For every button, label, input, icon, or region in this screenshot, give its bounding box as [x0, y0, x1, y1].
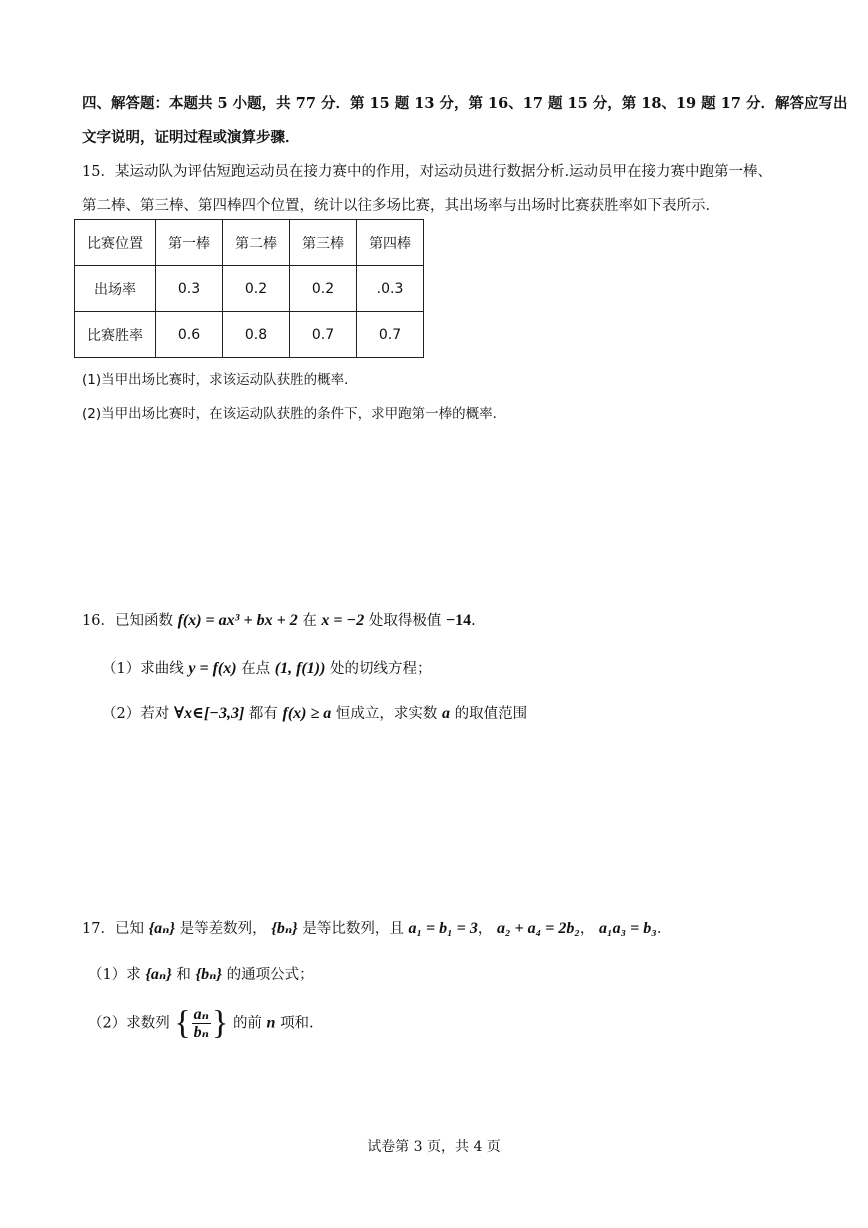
q17-part2-n: n [266, 1014, 276, 1032]
q17-stem [82, 917, 671, 938]
table-cell: 0.7 [357, 312, 424, 358]
table-cell: 第一棒 [156, 220, 223, 266]
table-cell: 第二棒 [223, 220, 290, 266]
q17-part1-tail: 的通项公式； [226, 967, 314, 983]
q17-part2 [88, 1006, 314, 1041]
q17-fraction [192, 1006, 211, 1041]
table-cell: 第三棒 [290, 220, 357, 266]
q17-seq-b: {bₙ} [271, 920, 298, 937]
q16-part2-condition: ∀x∈[−3,3] [173, 705, 245, 722]
q17-part1-and: 和 [176, 967, 191, 983]
q16-mid: 在 [302, 613, 317, 629]
q17-eq3: a₁a₃ = b₃ [599, 920, 657, 937]
q17-part1-seq-b: {bₙ} [195, 966, 222, 983]
table-cell: 0.7 [290, 312, 357, 358]
table-row-appearance-rate [75, 266, 424, 312]
q17-part1-prefix: （1）求 [88, 967, 141, 983]
q17-part2-mid: 的前 [232, 1015, 262, 1032]
q17-mid1: 是等差数列， [179, 921, 267, 937]
q16-part1-tail: 处的切线方程； [330, 661, 432, 677]
q17-prefix: 17．已知 [82, 921, 144, 937]
q16-prefix: 16．已知函数 [82, 613, 173, 629]
q16-part2 [102, 702, 527, 723]
right-brace-icon: } [212, 1004, 229, 1042]
q15-part1: (1)当甲出场比赛时，求该运动队获胜的概率． [82, 372, 358, 388]
table-cell: .0.3 [357, 266, 424, 312]
table-cell: 0.2 [290, 266, 357, 312]
q16-tail: 处取得极值 [368, 613, 442, 629]
q16-part2-mid: 都有 [248, 706, 278, 722]
q16-part1 [102, 657, 432, 678]
q17-sep2: ， [579, 921, 595, 937]
q16-extremum-value: −14 [445, 612, 472, 629]
q16-part2-mid2: 恒成立，求实数 [335, 706, 438, 722]
table-cell: 第四棒 [357, 220, 424, 266]
q16-part1-prefix: （1）求曲线 [102, 661, 184, 677]
q16-end: . [471, 613, 476, 629]
q17-part2-prefix: （2）求数列 [88, 1015, 170, 1032]
q15-stats-table [74, 219, 424, 358]
q17-part1 [88, 963, 314, 984]
q17-fraction-denominator: bₙ [193, 1024, 209, 1041]
page-footer: 试卷第 3 页，共 4 页 [367, 1139, 501, 1155]
q16-part1-curve: y = f(x) [188, 660, 237, 677]
left-brace-icon: { [174, 1004, 191, 1042]
q15-part2: (2)当甲出场比赛时，在该运动队获胜的条件下，求甲跑第一棒的概率． [82, 406, 507, 422]
table-cell: 出场率 [75, 266, 156, 312]
q17-eq1: a₁ = b₁ = 3 [408, 920, 478, 937]
table-cell: 比赛位置 [75, 220, 156, 266]
q17-seq-a: {aₙ} [148, 920, 176, 937]
q17-part1-seq-a: {aₙ} [145, 966, 172, 983]
section-header-line1: 四、解答题：本题共 5 小题，共 77 分．第 15 题 13 分，第 16、17 题 15 分，第 18、19 题 17 分．解答应写出 [82, 95, 848, 112]
table-cell: 0.8 [223, 312, 290, 358]
q15-stem-line2: 第二棒、第三棒、第四棒四个位置，统计以往多场比赛，其出场率与出场时比赛获胜率如下表所示． [82, 198, 720, 214]
table-cell: 比赛胜率 [75, 312, 156, 358]
q16-part1-mid: 在点 [241, 661, 271, 677]
q17-end: ． [656, 921, 672, 937]
q16-part2-prefix: （2）若对 [102, 706, 170, 722]
q17-eq2: a₂ + a₄ = 2b₂ [496, 920, 580, 937]
table-row-header [75, 220, 424, 266]
table-cell: 0.2 [223, 266, 290, 312]
table-cell: 0.6 [156, 312, 223, 358]
q16-function: f(x) = ax³ + bx + 2 [177, 612, 298, 629]
q16-stem [82, 609, 476, 630]
q17-sep1: ， [477, 921, 493, 937]
section-header-line2: 文字说明，证明过程或演算步骤． [82, 129, 300, 146]
q15-stem-line1: 15．某运动队为评估短跑运动员在接力赛中的作用，对运动员进行数据分析.运动员甲在接力赛中跑第一棒、 [82, 164, 773, 180]
q17-mid2: 是等比数列，且 [302, 921, 404, 937]
q16-part2-tail: 的取值范围 [454, 706, 528, 722]
q16-part1-point: (1, f(1)) [274, 660, 326, 677]
q16-part2-var: a [442, 705, 450, 722]
table-row-win-rate [75, 312, 424, 358]
q17-fraction-numerator: aₙ [193, 1006, 209, 1023]
q16-point: x = −2 [321, 612, 365, 629]
q16-part2-inequality: f(x) ≥ a [282, 705, 332, 722]
table-cell: 0.3 [156, 266, 223, 312]
q17-part2-tail: 项和. [280, 1015, 314, 1032]
